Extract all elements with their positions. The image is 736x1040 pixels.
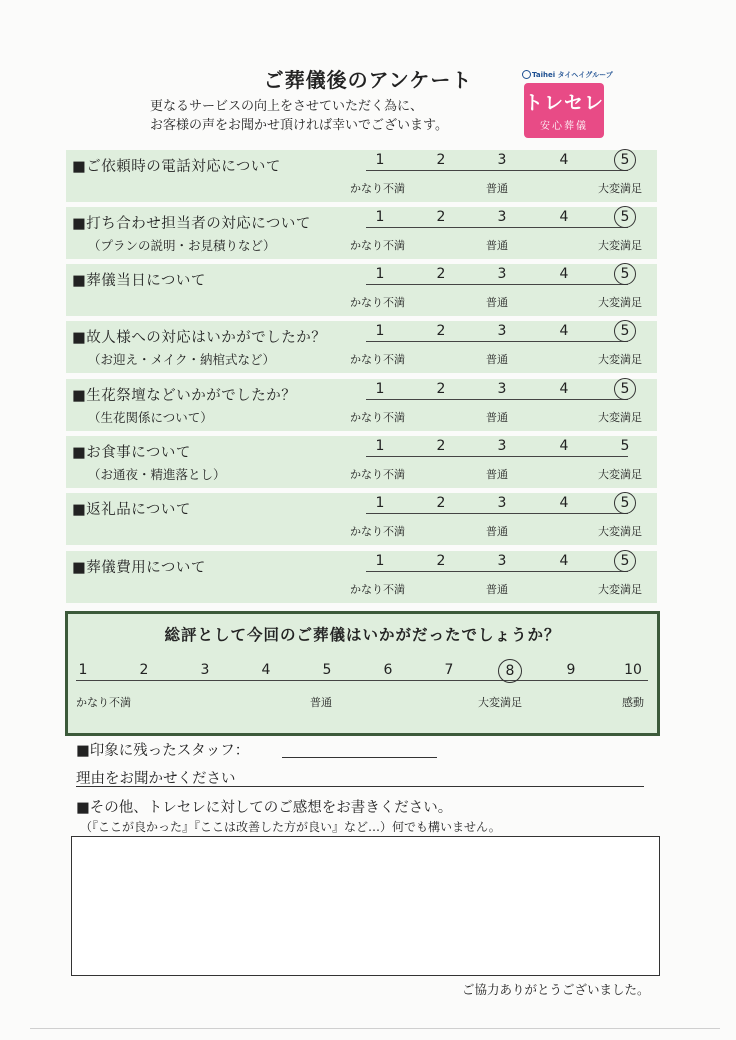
scale-label-mid: 普通 xyxy=(486,468,508,481)
rating-scale-line xyxy=(366,170,628,171)
bottom-rule xyxy=(30,1028,720,1029)
rating-option[interactable]: 4 xyxy=(559,152,569,168)
brand-group-text: Taihei タイヘイグループ xyxy=(532,71,613,79)
scale-label-low: かなり不満 xyxy=(350,296,405,309)
staff-field[interactable] xyxy=(282,757,437,758)
question-row-3 xyxy=(66,264,657,316)
intro-line-1: 更なるサービスの向上をさせていただく為に、 xyxy=(150,99,424,114)
scale-label-low: かなり不満 xyxy=(350,468,405,481)
question-label: ■葬儀当日について xyxy=(72,273,206,289)
scale-label-mid: 普通 xyxy=(486,411,508,424)
question-sublabel: （プランの説明・お見積りなど） xyxy=(88,238,276,253)
scale-label-low: かなり不満 xyxy=(350,182,405,195)
question-row-5 xyxy=(66,379,657,431)
rating-option[interactable]: 4 xyxy=(559,209,569,225)
rating-option[interactable]: 1 xyxy=(375,323,385,339)
question-label: ■葬儀費用について xyxy=(72,560,206,576)
scale-label-high: 大変満足 xyxy=(598,468,642,481)
overall-label-top: 感動 xyxy=(622,696,644,709)
overall-option[interactable]: 7 xyxy=(444,662,454,678)
overall-option[interactable]: 10 xyxy=(624,662,642,678)
scale-label-high: 大変満足 xyxy=(598,182,642,195)
rating-option[interactable]: 1 xyxy=(375,438,385,454)
overall-option[interactable]: 4 xyxy=(261,662,271,678)
rating-option[interactable]: 4 xyxy=(559,381,569,397)
scale-label-mid: 普通 xyxy=(486,353,508,366)
overall-option[interactable]: 1 xyxy=(78,662,88,678)
question-row-6 xyxy=(66,436,657,488)
question-label: ■故人様への対応はいかがでしたか？ xyxy=(72,330,327,346)
question-sublabel: （お迎え・メイク・納棺式など） xyxy=(88,352,276,367)
reason-field[interactable] xyxy=(76,786,644,787)
rating-option-selected[interactable]: 5 xyxy=(614,492,636,514)
question-row-2 xyxy=(66,207,657,259)
rating-option-selected[interactable]: 5 xyxy=(614,550,636,572)
rating-scale-line xyxy=(366,227,628,228)
rating-option[interactable]: 2 xyxy=(436,381,446,397)
rating-option[interactable]: 3 xyxy=(497,152,507,168)
rating-option[interactable]: 4 xyxy=(559,323,569,339)
rating-option-selected[interactable]: 5 xyxy=(614,149,636,171)
rating-option-selected[interactable]: 5 xyxy=(614,263,636,285)
other-comments-hint: （『ここが良かった』『ここは改善した方が良い』など…）何でも構いません。 xyxy=(80,820,501,834)
rating-scale-line xyxy=(366,341,628,342)
rating-option[interactable]: 1 xyxy=(375,381,385,397)
scale-label-mid: 普通 xyxy=(486,296,508,309)
brand-badge xyxy=(524,83,604,138)
rating-scale-line xyxy=(366,456,628,457)
rating-option[interactable]: 1 xyxy=(375,266,385,282)
overall-option[interactable]: 6 xyxy=(383,662,393,678)
overall-label-mid: 普通 xyxy=(310,696,332,709)
scale-label-low: かなり不満 xyxy=(350,353,405,366)
scale-label-low: かなり不満 xyxy=(350,239,405,252)
overall-option[interactable]: 5 xyxy=(322,662,332,678)
rating-scale-line xyxy=(366,399,628,400)
scale-label-low: かなり不満 xyxy=(350,583,405,596)
brand-sub: 安心葬儀 xyxy=(540,121,588,132)
question-row-4 xyxy=(66,321,657,373)
overall-option[interactable]: 2 xyxy=(139,662,149,678)
scale-label-high: 大変満足 xyxy=(598,296,642,309)
staff-label: ■印象に残ったスタッフ： xyxy=(76,743,250,759)
rating-scale-line xyxy=(366,284,628,285)
overall-label-low: かなり不満 xyxy=(76,696,131,709)
question-row-7 xyxy=(66,493,657,545)
rating-option[interactable]: 4 xyxy=(559,266,569,282)
scale-label-low: かなり不満 xyxy=(350,525,405,538)
rating-option[interactable]: 1 xyxy=(375,495,385,511)
rating-option[interactable]: 5 xyxy=(620,438,630,454)
rating-option[interactable]: 2 xyxy=(436,438,446,454)
overall-scale-line xyxy=(76,680,648,681)
rating-option[interactable]: 2 xyxy=(436,152,446,168)
question-label: ■返礼品について xyxy=(72,502,191,518)
rating-option[interactable]: 3 xyxy=(497,553,507,569)
brand-group xyxy=(522,70,613,80)
rating-option-selected[interactable]: 5 xyxy=(614,320,636,342)
scale-label-high: 大変満足 xyxy=(598,525,642,538)
comment-box[interactable] xyxy=(71,836,660,976)
scale-label-low: かなり不満 xyxy=(350,411,405,424)
rating-option[interactable]: 3 xyxy=(497,438,507,454)
question-row-1 xyxy=(66,150,657,202)
intro-text xyxy=(150,97,448,135)
scale-label-high: 大変満足 xyxy=(598,583,642,596)
overall-rating xyxy=(65,611,660,736)
rating-option[interactable]: 3 xyxy=(497,323,507,339)
question-sublabel: （生花関係について） xyxy=(88,410,213,425)
intro-line-2: お客様の声をお聞かせ頂ければ幸いでございます。 xyxy=(150,118,448,133)
other-comments-label: ■その他、トレセレに対してのご感想をお書きください。 xyxy=(76,800,453,816)
scale-label-mid: 普通 xyxy=(486,182,508,195)
brand-name: トレセレ xyxy=(524,92,605,114)
question-label: ■生花祭壇などいかがでしたか？ xyxy=(72,388,297,404)
thanks-text: ご協力ありがとうございました。 xyxy=(462,982,650,997)
rating-option[interactable]: 4 xyxy=(559,495,569,511)
rating-option[interactable]: 1 xyxy=(375,152,385,168)
rating-option[interactable]: 3 xyxy=(497,266,507,282)
overall-title: 総評として今回のご葬儀はいかがだったでしょうか？ xyxy=(164,626,561,644)
rating-option[interactable]: 2 xyxy=(436,266,446,282)
rating-option[interactable]: 2 xyxy=(436,323,446,339)
overall-option[interactable]: 3 xyxy=(200,662,210,678)
rating-option[interactable]: 2 xyxy=(436,209,446,225)
rating-scale-line xyxy=(366,571,628,572)
overall-option-selected[interactable]: 8 xyxy=(498,659,522,683)
rating-scale-line xyxy=(366,513,628,514)
rating-option[interactable]: 1 xyxy=(375,553,385,569)
rating-option[interactable]: 3 xyxy=(497,381,507,397)
question-label: ■打ち合わせ担当者の対応について xyxy=(72,216,311,232)
overall-option[interactable]: 9 xyxy=(566,662,576,678)
scale-label-high: 大変満足 xyxy=(598,239,642,252)
rating-option[interactable]: 3 xyxy=(497,209,507,225)
rating-option[interactable]: 2 xyxy=(436,553,446,569)
taihei-logo-icon xyxy=(522,70,531,79)
question-sublabel: （お通夜・精進落とし） xyxy=(88,467,226,482)
rating-option[interactable]: 1 xyxy=(375,209,385,225)
scale-label-high: 大変満足 xyxy=(598,353,642,366)
rating-option[interactable]: 4 xyxy=(559,553,569,569)
rating-option-selected[interactable]: 5 xyxy=(614,378,636,400)
question-label: ■お食事について xyxy=(72,445,191,461)
rating-option[interactable]: 2 xyxy=(436,495,446,511)
brand-logo xyxy=(522,70,613,138)
rating-option[interactable]: 4 xyxy=(559,438,569,454)
rating-option-selected[interactable]: 5 xyxy=(614,206,636,228)
question-label: ■ご依頼時の電話対応について xyxy=(72,159,281,175)
scale-label-high: 大変満足 xyxy=(598,411,642,424)
scale-label-mid: 普通 xyxy=(486,525,508,538)
reason-label: 理由をお聞かせください xyxy=(76,771,236,787)
page-title: ご葬儀後のアンケート xyxy=(263,68,473,92)
scale-label-mid: 普通 xyxy=(486,239,508,252)
rating-option[interactable]: 3 xyxy=(497,495,507,511)
scale-label-mid: 普通 xyxy=(486,583,508,596)
overall-label-high: 大変満足 xyxy=(478,696,522,709)
question-row-8 xyxy=(66,551,657,603)
